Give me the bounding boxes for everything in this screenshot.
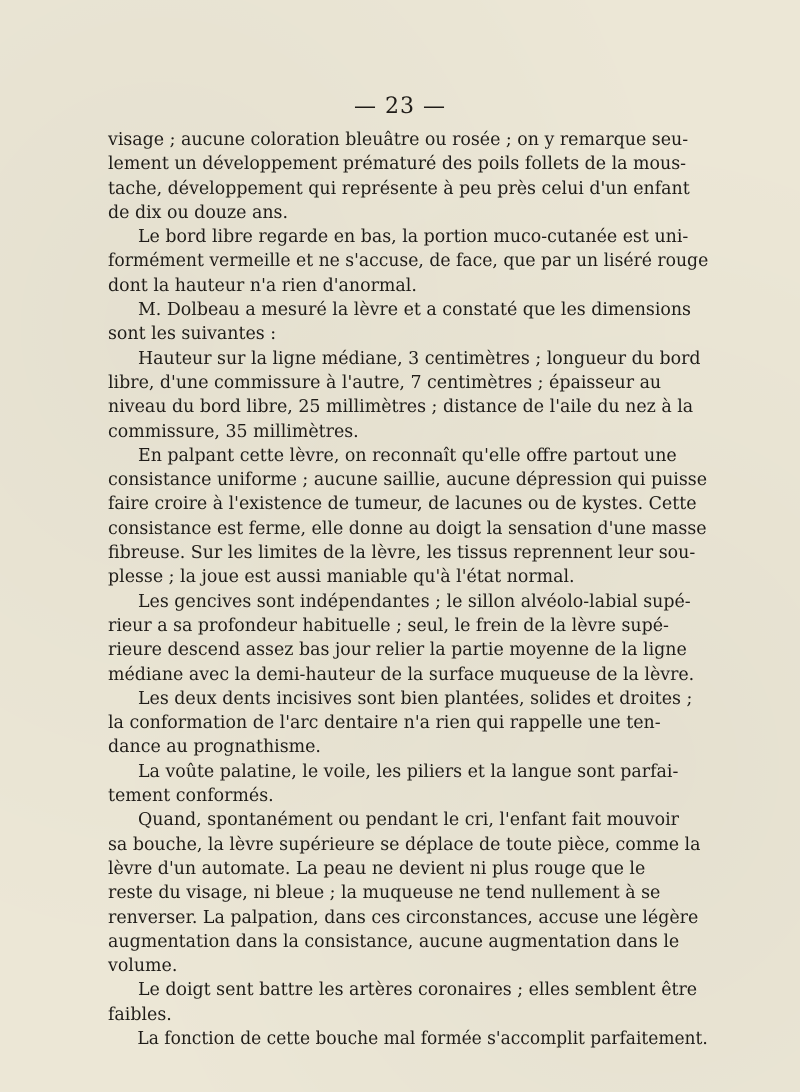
- text-line: formément vermeille et ne s'accuse, de face, que par un liséré rouge: [108, 251, 709, 272]
- text-line: sont les suivantes :: [108, 324, 277, 345]
- text-line: Le bord libre regarde en bas, la portion muco-cutanée est uni-: [138, 227, 689, 248]
- paragraph: [108, 978, 708, 1027]
- text-line: Hauteur sur la ligne médiane, 3 centimètres ; longueur du bord: [138, 348, 701, 369]
- paragraph: [108, 808, 708, 978]
- text-line: tement conformés.: [108, 786, 274, 807]
- text-line: médiane avec la demi-hauteur de la surface muqueuse de la lèvre.: [108, 664, 695, 685]
- text-line: rieure descend assez bas jour relier la partie moyenne de la ligne: [108, 640, 687, 661]
- text-line: tache, développement qui représente à peu près celui d'un enfant: [108, 178, 690, 199]
- paragraph: [108, 298, 708, 347]
- body-text: [108, 128, 708, 1051]
- text-line: lement un développement prématuré des poils follets de la mous-: [108, 154, 687, 175]
- paragraph: [108, 590, 708, 687]
- paragraph: [108, 347, 708, 444]
- text-line: La fonction de cette bouche mal formée s'accomplit parfaitement.: [137, 1028, 708, 1049]
- text-line: Le doigt sent battre les artères coronaires ; elles semblent être: [138, 980, 698, 1001]
- text-line: volume.: [108, 956, 178, 977]
- text-line: faibles.: [108, 1004, 172, 1025]
- text-line: Les deux dents incisives sont bien plantées, solides et droites ;: [138, 688, 693, 709]
- paragraph: [108, 1027, 708, 1051]
- text-line: commissure, 35 millimètres.: [108, 421, 359, 442]
- text-line: visage ; aucune coloration bleuâtre ou rosée ; on y remarque seu-: [108, 130, 689, 150]
- text-line: dont la hauteur n'a rien d'anormal.: [108, 275, 417, 296]
- page-number: — 23 —: [354, 94, 446, 119]
- paragraph: [108, 687, 708, 760]
- paragraph: [108, 444, 708, 590]
- text-line: libre, d'une commissure à l'autre, 7 centimètres ; épaisseur au: [108, 372, 662, 393]
- text-line: reste du visage, ni bleue ; la muqueuse ne tend nullement à se: [108, 883, 661, 904]
- text-line: sa bouche, la lèvre supérieure se déplace de toute pièce, comme la: [108, 834, 701, 855]
- text-line: la conformation de l'arc dentaire n'a rien qui rappelle une ten-: [108, 713, 661, 734]
- text-line: renverser. La palpation, dans ces circonstances, accuse une légère: [108, 907, 699, 928]
- paragraph: [108, 760, 708, 809]
- text-line: lèvre d'un automate. La peau ne devient ni plus rouge que le: [108, 858, 646, 879]
- text-line: rieur a sa profondeur habituelle ; seul, le frein de la lèvre supé-: [108, 615, 669, 636]
- text-line: faire croire à l'existence de tumeur, de lacunes ou de kystes. Cette: [108, 494, 697, 515]
- paragraph: [108, 128, 708, 225]
- text-line: Les gencives sont indépendantes ; le sillon alvéolo-labial supé-: [138, 591, 691, 612]
- text-line: dance au prognathisme.: [108, 737, 321, 758]
- text-line: Quand, spontanément ou pendant le cri, l'enfant fait mouvoir: [138, 810, 679, 831]
- text-line: La voûte palatine, le voile, les piliers et la langue sont parfai-: [138, 761, 679, 782]
- text-line: augmentation dans la consistance, aucune augmentation dans le: [108, 931, 680, 952]
- text-line: consistance est ferme, elle donne au doigt la sensation d'une masse: [108, 518, 707, 539]
- text-line: En palpant cette lèvre, on reconnaît qu'elle offre partout une: [138, 445, 677, 466]
- text-line: de dix ou douze ans.: [108, 202, 288, 223]
- text-line: fibreuse. Sur les limites de la lèvre, les tissus reprennent leur sou-: [108, 543, 696, 564]
- text-line: plesse ; la joue est aussi maniable qu'à l'état normal.: [108, 567, 575, 588]
- paragraph: [108, 225, 708, 298]
- text-line: consistance uniforme ; aucune saillie, aucune dépression qui puisse: [108, 470, 707, 491]
- text-line: niveau du bord libre, 25 millimètres ; distance de l'aile du nez à la: [108, 397, 694, 418]
- text-line: M. Dolbeau a mesuré la lèvre et a constaté que les dimensions: [138, 300, 691, 321]
